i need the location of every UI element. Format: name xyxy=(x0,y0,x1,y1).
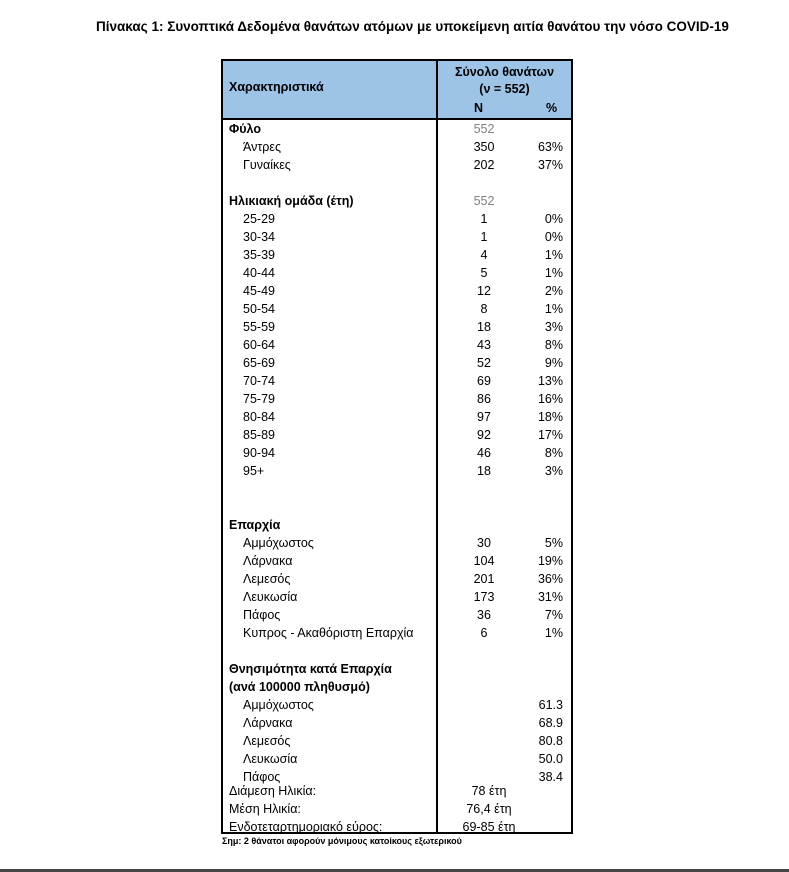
count-cell: 86 xyxy=(477,392,491,406)
count-cell: 1 xyxy=(480,212,488,226)
page-title: Πίνακας 1: Συνοπτικά Δεδομένα θανάτων ατόμων με υποκείμενη αιτία θανάτου την νόσο COVID-19 xyxy=(96,19,729,34)
percent-cell: 16% xyxy=(537,392,563,406)
row-label: 85-89 xyxy=(243,428,275,442)
row-label: Κυπρος - Ακαθόριστη Επαρχία xyxy=(243,626,414,640)
section-label: Φύλο xyxy=(229,122,261,136)
summary-value: 78 έτη xyxy=(471,784,507,798)
count-cell: 18 xyxy=(477,320,491,334)
percent-cell: 8% xyxy=(544,338,563,352)
row-label: Αμμόχωστος xyxy=(243,698,314,712)
table-row xyxy=(223,696,571,714)
footnote: Σημ: 2 θάνατοι αφορούν μόνιμους κατοίκους εξωτερικού xyxy=(222,836,462,846)
table-row xyxy=(223,300,571,318)
header-characteristics: Χαρακτηριστικά xyxy=(229,80,324,94)
count-cell: 36 xyxy=(477,608,491,622)
count-cell: 1 xyxy=(480,230,488,244)
section-label: Επαρχία xyxy=(229,518,281,532)
section-label: Ηλικιακή ομάδα (έτη) xyxy=(229,194,354,208)
table-row xyxy=(223,552,571,570)
summary-label: Μέση Ηλικία: xyxy=(229,802,301,816)
summary-label: Διάμεση Ηλικία: xyxy=(229,784,317,798)
count-cell: 6 xyxy=(480,626,488,640)
row-label: 30-34 xyxy=(243,230,275,244)
row-label: Λάρνακα xyxy=(243,716,293,730)
summary-value: 76,4 έτη xyxy=(466,802,512,816)
table-row xyxy=(223,462,571,480)
percent-cell: 1% xyxy=(544,626,563,640)
count-cell: 46 xyxy=(477,446,491,460)
table-body xyxy=(223,120,571,786)
table-row xyxy=(223,408,571,426)
table-row xyxy=(223,750,571,768)
count-cell: 552 xyxy=(473,122,495,136)
row-label: 65-69 xyxy=(243,356,275,370)
count-cell: 12 xyxy=(477,284,491,298)
row-label: 25-29 xyxy=(243,212,275,226)
table-row xyxy=(223,210,571,228)
row-label: 50-54 xyxy=(243,302,275,316)
summary-label: Ενδοτεταρτημοριακό εύρος: xyxy=(229,820,383,834)
header-total xyxy=(438,61,571,98)
percent-cell: 17% xyxy=(537,428,563,442)
table-row xyxy=(223,570,571,588)
summary-row xyxy=(223,782,571,800)
row-label: 40-44 xyxy=(243,266,275,280)
header-total-line2: (ν = 552) xyxy=(479,82,530,96)
row-label: Λευκωσία xyxy=(243,590,298,604)
percent-cell: 3% xyxy=(544,464,563,478)
row-label: 90-94 xyxy=(243,446,275,460)
row-label: 55-59 xyxy=(243,320,275,334)
table-row xyxy=(223,678,571,696)
percent-cell: 13% xyxy=(537,374,563,388)
percent-cell: 38.4 xyxy=(538,770,563,784)
row-label: Λευκωσία xyxy=(243,752,298,766)
count-cell: 4 xyxy=(480,248,488,262)
spacer-row xyxy=(223,498,571,516)
table-row xyxy=(223,660,571,678)
header-total-line1: Σύνολο θανάτων xyxy=(454,65,555,79)
table-row xyxy=(223,138,571,156)
table-row xyxy=(223,444,571,462)
row-label: Γυναίκες xyxy=(243,158,291,172)
count-cell: 97 xyxy=(477,410,491,424)
table-row xyxy=(223,336,571,354)
row-label: 70-74 xyxy=(243,374,275,388)
percent-cell: 0% xyxy=(544,212,563,226)
count-cell: 173 xyxy=(473,590,495,604)
table-row xyxy=(223,372,571,390)
table-row xyxy=(223,246,571,264)
row-label: Πάφος xyxy=(243,608,281,622)
row-label: 35-39 xyxy=(243,248,275,262)
percent-cell: 63% xyxy=(537,140,563,154)
row-label: 75-79 xyxy=(243,392,275,406)
header-pct: % xyxy=(546,101,558,115)
percent-cell: 68.9 xyxy=(538,716,563,730)
percent-cell: 18% xyxy=(537,410,563,424)
count-cell: 18 xyxy=(477,464,491,478)
table-row xyxy=(223,516,571,534)
percent-cell: 1% xyxy=(544,302,563,316)
table-row xyxy=(223,192,571,210)
count-cell: 92 xyxy=(477,428,491,442)
count-cell: 69 xyxy=(477,374,491,388)
table-row xyxy=(223,624,571,642)
count-cell: 8 xyxy=(480,302,488,316)
table-row xyxy=(223,588,571,606)
table-row xyxy=(223,264,571,282)
row-label: Λεμεσός xyxy=(243,734,291,748)
summary-value: 69-85 έτη xyxy=(462,820,516,834)
count-cell: 202 xyxy=(473,158,495,172)
table-row xyxy=(223,732,571,750)
count-cell: 52 xyxy=(477,356,491,370)
percent-cell: 36% xyxy=(537,572,563,586)
table-row xyxy=(223,354,571,372)
table-row xyxy=(223,426,571,444)
percent-cell: 5% xyxy=(544,536,563,550)
percent-cell: 80.8 xyxy=(538,734,563,748)
spacer-row xyxy=(223,174,571,192)
row-label: Αμμόχωστος xyxy=(243,536,314,550)
table-row xyxy=(223,714,571,732)
table-row xyxy=(223,318,571,336)
section-label: (ανά 100000 πληθυσμό) xyxy=(229,680,370,694)
percent-cell: 1% xyxy=(544,248,563,262)
count-cell: 350 xyxy=(473,140,495,154)
percent-cell: 7% xyxy=(544,608,563,622)
percent-cell: 2% xyxy=(544,284,563,298)
section-label: Θνησιμότητα κατά Επαρχία xyxy=(229,662,392,676)
deaths-summary-table xyxy=(221,59,573,834)
percent-cell: 19% xyxy=(537,554,563,568)
summary-row xyxy=(223,800,571,818)
row-label: Λάρνακα xyxy=(243,554,293,568)
percent-cell: 8% xyxy=(544,446,563,460)
row-label: 80-84 xyxy=(243,410,275,424)
percent-cell: 1% xyxy=(544,266,563,280)
row-label: Πάφος xyxy=(243,770,281,784)
table-row xyxy=(223,228,571,246)
row-label: Άντρες xyxy=(243,140,282,154)
row-label: 95+ xyxy=(243,464,265,478)
table-row xyxy=(223,120,571,138)
row-label: 45-49 xyxy=(243,284,275,298)
percent-cell: 61.3 xyxy=(538,698,563,712)
count-cell: 43 xyxy=(477,338,491,352)
count-cell: 104 xyxy=(473,554,495,568)
header-n: N xyxy=(474,101,484,115)
table-row xyxy=(223,282,571,300)
table-header xyxy=(223,61,571,120)
row-label: 60-64 xyxy=(243,338,275,352)
table-row xyxy=(223,606,571,624)
count-cell: 201 xyxy=(473,572,495,586)
table-row xyxy=(223,390,571,408)
spacer-row xyxy=(223,480,571,498)
percent-cell: 0% xyxy=(544,230,563,244)
table-row xyxy=(223,534,571,552)
table-footer xyxy=(223,782,571,836)
percent-cell: 37% xyxy=(537,158,563,172)
count-cell: 30 xyxy=(477,536,491,550)
row-label: Λεμεσός xyxy=(243,572,291,586)
percent-cell: 9% xyxy=(544,356,563,370)
percent-cell: 31% xyxy=(537,590,563,604)
table-row xyxy=(223,156,571,174)
percent-cell: 3% xyxy=(544,320,563,334)
spacer-row xyxy=(223,642,571,660)
summary-row xyxy=(223,818,571,836)
percent-cell: 50.0 xyxy=(538,752,563,766)
count-cell: 5 xyxy=(480,266,488,280)
count-cell: 552 xyxy=(473,194,495,208)
